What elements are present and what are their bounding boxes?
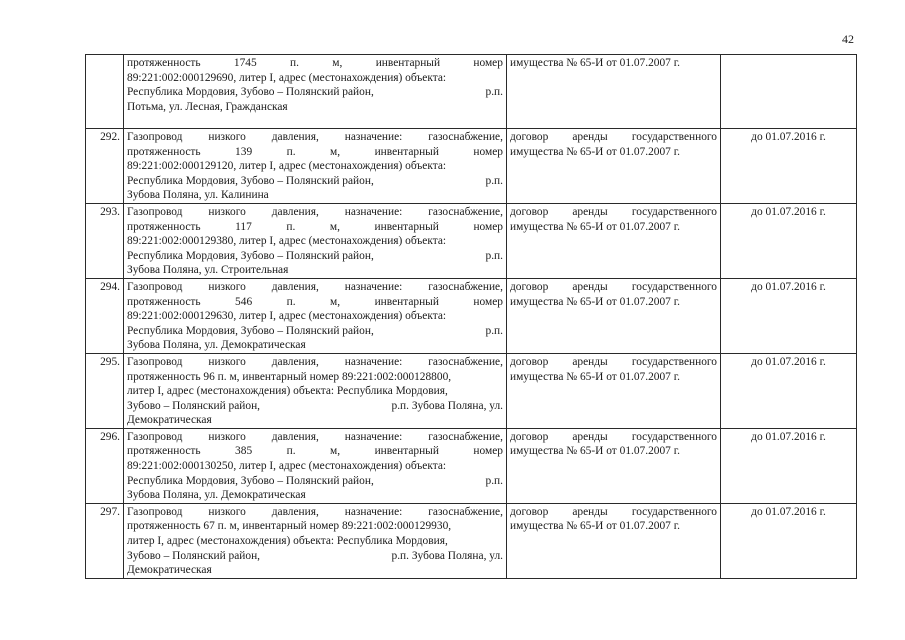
object-description-word: р.п. xyxy=(485,249,503,262)
object-description-word: протяженность xyxy=(127,145,201,158)
object-description-word: низкого xyxy=(208,505,246,518)
object-description-word: газоснабжение, xyxy=(428,430,503,443)
object-description-line xyxy=(127,549,503,564)
object-description-word: низкого xyxy=(208,205,246,218)
object-description-word: литер I, адрес (местонахождения) объекта: Республика Мордовия, xyxy=(127,535,448,548)
lease-basis-word: государственного xyxy=(631,355,717,368)
object-description-word: Демократическая xyxy=(127,564,212,577)
object-description-line xyxy=(127,220,503,235)
object-description-word: Зубово – Полянский район, xyxy=(127,399,261,412)
lease-basis-word: договор xyxy=(510,355,549,368)
object-description-word: номер xyxy=(473,445,503,458)
lease-basis-line xyxy=(510,130,717,145)
table-row xyxy=(86,203,857,278)
object-description-word: п. xyxy=(286,445,296,458)
object-description-word: Республика Мордовия, Зубово – Полянский район, xyxy=(127,86,374,99)
lease-term: до 01.07.2016 г. xyxy=(721,428,857,503)
object-description-word: назначение: xyxy=(344,205,403,218)
lease-basis-word: государственного xyxy=(631,430,717,443)
object-description-word: 117 xyxy=(235,220,252,233)
table-row xyxy=(86,129,857,204)
object-description-word: низкого xyxy=(208,280,246,293)
row-number: 292. xyxy=(86,129,124,204)
object-description-line xyxy=(127,324,503,339)
object-description-word: Газопровод xyxy=(127,280,183,293)
table-row xyxy=(86,353,857,428)
lease-basis xyxy=(507,203,721,278)
lease-basis-word: аренды xyxy=(572,280,608,293)
lease-basis-word: договор xyxy=(510,131,549,143)
object-description-word: Зубова Поляна, ул. Калинина xyxy=(127,189,269,202)
page-number: 42 xyxy=(842,32,854,46)
lease-basis-word: имущества № 65-И от 01.07.2007 г. xyxy=(510,370,680,383)
object-description-word: протяженность xyxy=(127,295,201,308)
object-description-word: газоснабжение, xyxy=(428,280,503,293)
object-description-word: Республика Мордовия, Зубово – Полянский район, xyxy=(127,324,374,337)
object-description-word: давления, xyxy=(271,131,319,143)
object-description-line xyxy=(127,295,503,310)
object-description-word: газоснабжение, xyxy=(428,205,503,218)
property-registry-table xyxy=(85,54,857,579)
lease-basis-word: государственного xyxy=(631,505,717,518)
lease-basis xyxy=(507,55,721,129)
object-description-line xyxy=(127,370,503,385)
object-description-word: Зубова Поляна, ул. Демократическая xyxy=(127,489,306,502)
table-row xyxy=(86,503,857,578)
object-description xyxy=(124,503,507,578)
lease-basis-line xyxy=(510,220,717,235)
object-description-word: протяженность 96 п. м, инвентарный номер 89:221:002:000128800, xyxy=(127,370,452,383)
lease-basis-word: имущества № 65-И от 01.07.2007 г. xyxy=(510,445,680,458)
object-description-word: Газопровод xyxy=(127,131,183,143)
lease-basis-word: договор xyxy=(510,280,549,293)
object-description-word: низкого xyxy=(208,430,246,443)
object-description-word: инвентарный xyxy=(374,220,439,233)
table-row xyxy=(86,428,857,503)
object-description-line xyxy=(127,56,503,71)
lease-basis-line xyxy=(510,430,717,445)
lease-basis xyxy=(507,428,721,503)
object-description-word: 89:221:002:000129630, литер I, адрес (местонахождения) объекта: xyxy=(127,310,447,323)
object-description-word: 1745 xyxy=(233,57,257,69)
lease-term: до 01.07.2016 г. xyxy=(721,503,857,578)
object-description xyxy=(124,353,507,428)
object-description-word: Демократическая xyxy=(127,414,212,427)
lease-basis-line xyxy=(510,355,717,370)
lease-basis-line xyxy=(510,505,717,520)
object-description-word: номер xyxy=(473,57,503,69)
object-description-word: инвентарный xyxy=(375,57,441,69)
object-description-line xyxy=(127,384,503,399)
row-number: 297. xyxy=(86,503,124,578)
object-description xyxy=(124,203,507,278)
object-description-word: давления, xyxy=(271,280,319,293)
object-description-word: назначение: xyxy=(344,131,403,143)
lease-basis-line xyxy=(510,56,717,71)
object-description-word: назначение: xyxy=(344,355,403,368)
object-description-word: Республика Мордовия, Зубово – Полянский район, xyxy=(127,174,374,187)
lease-basis-word: договор xyxy=(510,505,549,518)
object-description-word: давления, xyxy=(271,430,319,443)
object-description-word: литер I, адрес (местонахождения) объекта: Республика Мордовия, xyxy=(127,385,448,398)
object-description-word: назначение: xyxy=(344,505,403,518)
object-description-line xyxy=(127,309,503,324)
object-description-word: п. xyxy=(286,145,296,158)
object-description-word: Газопровод xyxy=(127,430,183,443)
lease-basis-word: аренды xyxy=(572,131,608,143)
object-description xyxy=(124,55,507,129)
lease-basis-word: имущества № 65-И от 01.07.2007 г. xyxy=(510,520,680,533)
object-description-word: 89:221:002:000129120, литер I, адрес (местонахождения) объекта: xyxy=(127,160,447,173)
object-description-word: м, xyxy=(329,220,340,233)
lease-basis xyxy=(507,278,721,353)
object-description-line xyxy=(127,355,503,370)
object-description-line xyxy=(127,71,503,86)
object-description-word: Республика Мордовия, Зубово – Полянский район, xyxy=(127,249,374,262)
row-number: 293. xyxy=(86,203,124,278)
object-description-line xyxy=(127,249,503,264)
object-description-line xyxy=(127,100,503,115)
lease-basis-line xyxy=(510,280,717,295)
object-description-word: инвентарный xyxy=(374,445,439,458)
lease-basis-line xyxy=(510,145,717,160)
object-description-word: п. xyxy=(286,220,296,233)
object-description-line xyxy=(127,519,503,534)
lease-basis-line xyxy=(510,519,717,534)
object-description-line xyxy=(127,413,503,428)
object-description-line xyxy=(127,338,503,353)
object-description-line xyxy=(127,159,503,174)
object-description-word: назначение: xyxy=(344,430,403,443)
lease-basis-line xyxy=(510,295,717,310)
table-row xyxy=(86,55,857,129)
lease-basis-word: аренды xyxy=(572,355,608,368)
object-description-word: р.п. xyxy=(485,324,503,337)
object-description-word: давления, xyxy=(271,205,319,218)
lease-basis-word: государственного xyxy=(631,280,717,293)
object-description-word: протяженность xyxy=(127,57,201,69)
object-description-word: давления, xyxy=(271,355,319,368)
object-description-line xyxy=(127,280,503,295)
object-description-line xyxy=(127,505,503,520)
registry-body xyxy=(86,55,857,579)
object-description-line xyxy=(127,563,503,578)
lease-term xyxy=(721,55,857,129)
object-description-word: Зубова Поляна, ул. Демократическая xyxy=(127,339,306,352)
lease-term: до 01.07.2016 г. xyxy=(721,129,857,204)
object-description-word: Газопровод xyxy=(127,355,183,368)
object-description-word: Потьма, ул. Лесная, Гражданская xyxy=(127,100,288,113)
object-description-word: м, xyxy=(332,57,343,69)
lease-basis-line xyxy=(510,444,717,459)
object-description-line xyxy=(127,399,503,414)
object-description-line xyxy=(127,205,503,220)
object-description-word: м, xyxy=(330,145,341,158)
object-description-line xyxy=(127,234,503,249)
object-description-word: м, xyxy=(330,295,341,308)
object-description-word: р.п. xyxy=(485,474,503,487)
row-number: 296. xyxy=(86,428,124,503)
object-description-word: м, xyxy=(330,445,341,458)
object-description-word: низкого xyxy=(208,131,246,143)
object-description-word: 546 xyxy=(235,295,253,308)
object-description xyxy=(124,278,507,353)
object-description-word: п. xyxy=(290,57,299,69)
object-description xyxy=(124,428,507,503)
object-description-word: 89:221:002:000129690, литер I, адрес (местонахождения) объекта: xyxy=(127,71,447,84)
object-description-word: Газопровод xyxy=(127,505,183,518)
lease-basis-word: имущества № 65-И от 01.07.2007 г. xyxy=(510,57,680,69)
object-description-line xyxy=(127,474,503,489)
row-number xyxy=(86,55,124,129)
object-description-word: газоснабжение, xyxy=(428,505,503,518)
object-description-word: п. xyxy=(286,295,296,308)
object-description-line xyxy=(127,130,503,145)
object-description-line xyxy=(127,444,503,459)
object-description-word: Республика Мордовия, Зубово – Полянский район, xyxy=(127,474,374,487)
lease-basis-word: государственного xyxy=(631,131,717,143)
object-description-line xyxy=(127,263,503,278)
object-description-line xyxy=(127,174,503,189)
object-description-word: инвентарный xyxy=(374,295,439,308)
object-description-word: протяженность xyxy=(127,445,201,458)
object-description-line xyxy=(127,430,503,445)
object-description-word: 89:221:002:000130250, литер I, адрес (местонахождения) объекта: xyxy=(127,460,447,473)
object-description-word: 89:221:002:000129380, литер I, адрес (местонахождения) объекта: xyxy=(127,235,447,248)
lease-basis xyxy=(507,503,721,578)
lease-basis xyxy=(507,353,721,428)
lease-basis-word: имущества № 65-И от 01.07.2007 г. xyxy=(510,145,680,158)
object-description-word: номер xyxy=(473,145,503,158)
object-description-word: номер xyxy=(473,295,503,308)
object-description-word: Зубово – Полянский район, xyxy=(127,549,261,562)
object-description-word: инвентарный xyxy=(374,145,439,158)
lease-basis-word: государственного xyxy=(631,205,717,218)
object-description-word: давления, xyxy=(271,505,319,518)
lease-basis-word: аренды xyxy=(572,505,608,518)
lease-basis-line xyxy=(510,205,717,220)
object-description-word: протяженность xyxy=(127,220,201,233)
lease-basis-word: договор xyxy=(510,205,549,218)
object-description xyxy=(124,129,507,204)
lease-basis-word: имущества № 65-И от 01.07.2007 г. xyxy=(510,220,680,233)
object-description-word: 385 xyxy=(235,445,253,458)
table-row xyxy=(86,278,857,353)
object-description-line xyxy=(127,85,503,100)
row-number: 294. xyxy=(86,278,124,353)
lease-basis-word: аренды xyxy=(572,430,608,443)
object-description-word: р.п. Зубова Поляна, ул. xyxy=(391,399,503,412)
lease-basis-line xyxy=(510,370,717,385)
object-description-word: Газопровод xyxy=(127,205,183,218)
object-description-word: номер xyxy=(473,220,503,233)
object-description-word: р.п. xyxy=(485,86,503,99)
object-description-word: протяженность 67 п. м, инвентарный номер 89:221:002:000129930, xyxy=(127,520,452,533)
object-description-word: р.п. xyxy=(485,174,503,187)
row-number: 295. xyxy=(86,353,124,428)
object-description-line xyxy=(127,145,503,160)
lease-basis-word: имущества № 65-И от 01.07.2007 г. xyxy=(510,295,680,308)
lease-term: до 01.07.2016 г. xyxy=(721,278,857,353)
lease-basis-word: договор xyxy=(510,430,549,443)
object-description-word: газоснабжение, xyxy=(428,131,503,143)
lease-term: до 01.07.2016 г. xyxy=(721,353,857,428)
object-description-line xyxy=(127,488,503,503)
lease-basis xyxy=(507,129,721,204)
object-description-line xyxy=(127,534,503,549)
object-description-line xyxy=(127,459,503,474)
object-description-word: 139 xyxy=(235,145,253,158)
object-description-word: назначение: xyxy=(344,280,403,293)
lease-term: до 01.07.2016 г. xyxy=(721,203,857,278)
object-description-line xyxy=(127,188,503,203)
lease-basis-word: аренды xyxy=(572,205,608,218)
object-description-word: Зубова Поляна, ул. Строительная xyxy=(127,264,289,277)
object-description-word: р.п. Зубова Поляна, ул. xyxy=(391,549,503,562)
object-description-word: газоснабжение, xyxy=(428,355,503,368)
object-description-word: низкого xyxy=(208,355,246,368)
